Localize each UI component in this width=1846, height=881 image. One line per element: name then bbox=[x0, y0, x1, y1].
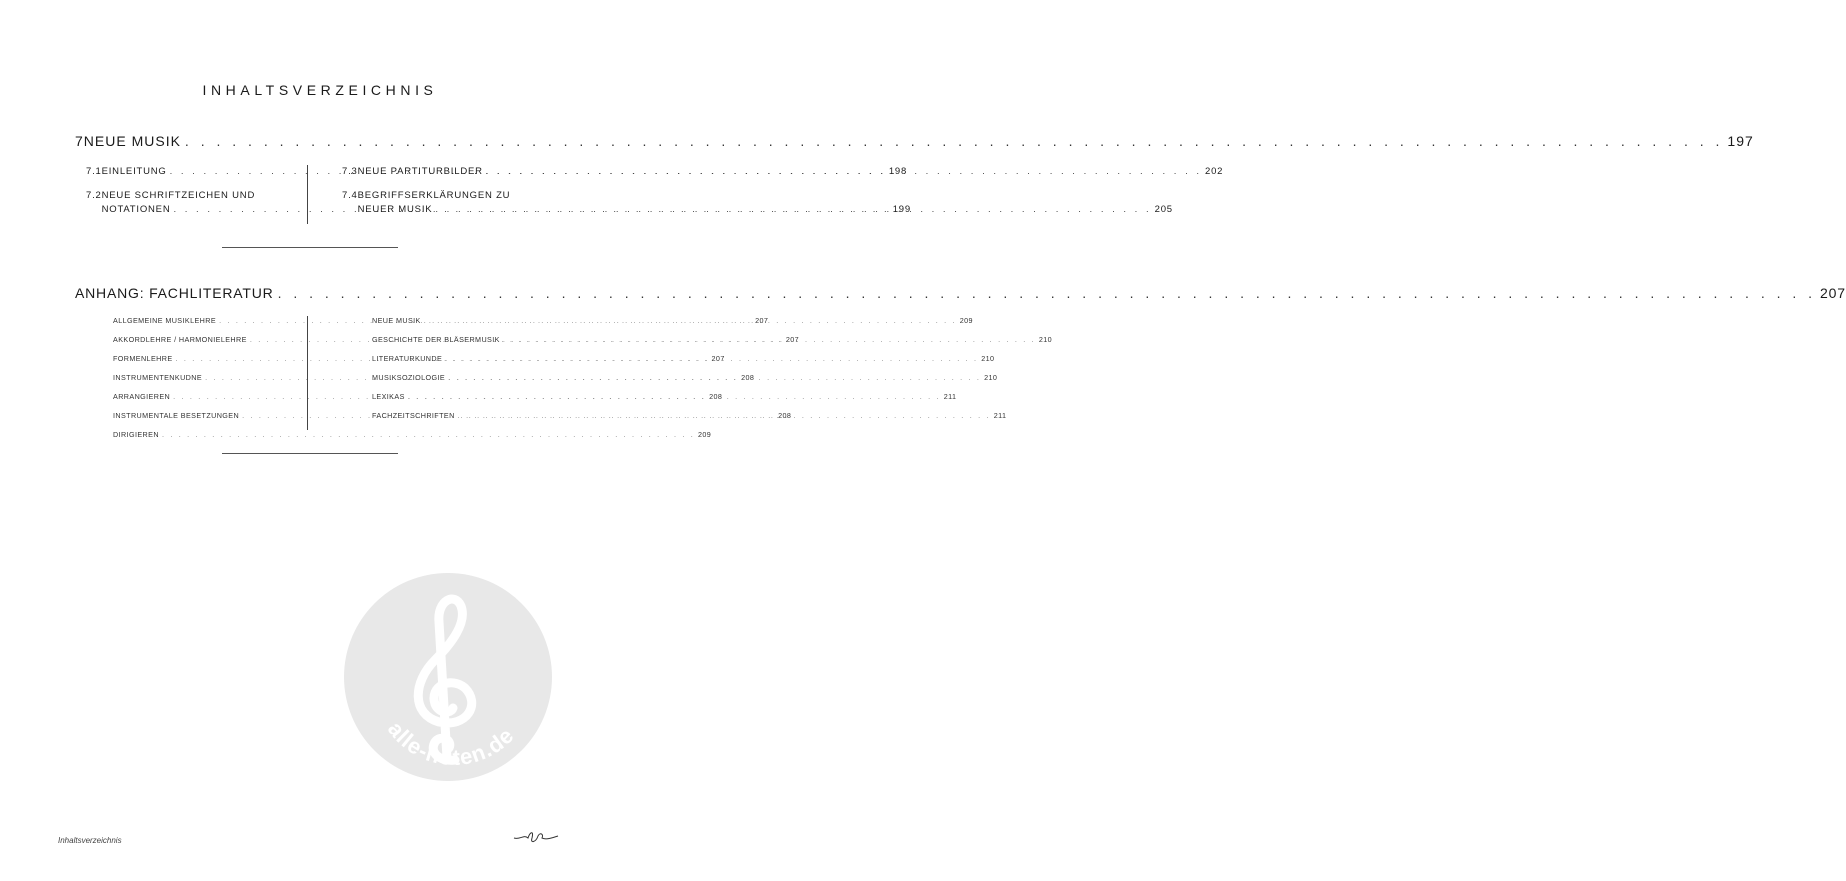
literature-label: MUSIKSOZIOLOGIE bbox=[372, 373, 446, 382]
entry-page: 198 bbox=[888, 166, 908, 177]
entry-number: 7.3 bbox=[342, 166, 358, 177]
literature-label: NEUE MUSIK bbox=[372, 316, 421, 325]
literature-entry bbox=[113, 430, 712, 440]
entry-label: NEUE SCHRIFTZEICHEN UND bbox=[101, 190, 256, 201]
entry-label: NEUE PARTITURBILDER bbox=[357, 166, 483, 177]
literature-label: ALLGEMEINE MUSIKLEHRE bbox=[113, 316, 217, 325]
literature-page: 207 bbox=[755, 316, 769, 325]
literature-label: FORMENLEHRE bbox=[113, 354, 173, 363]
dot-leader bbox=[408, 392, 941, 402]
literature-page: 211 bbox=[993, 411, 1007, 420]
literature-label: AKKORDLEHRE / HARMONIELEHRE bbox=[113, 335, 247, 344]
entry-number: 7.4 bbox=[342, 190, 358, 201]
literature-page: 209 bbox=[959, 316, 973, 325]
entry-label: EINLEITUNG bbox=[101, 166, 167, 177]
signature-stroke bbox=[514, 833, 558, 842]
entry-page: 205 bbox=[1154, 204, 1173, 215]
entry-label: BEGRIFFSERKLÄRUNGEN ZU bbox=[357, 190, 511, 201]
literature-label: LITERATURKUNDE bbox=[372, 354, 443, 363]
appendix-heading bbox=[75, 285, 1846, 301]
literature-label: FACHZEITSCHRIFTEN bbox=[372, 411, 455, 420]
literature-label: INSTRUMENTENKUDNE bbox=[113, 373, 203, 382]
literature-page: 208 bbox=[778, 411, 792, 420]
section-rule bbox=[222, 453, 398, 454]
dot-leader bbox=[486, 165, 1202, 179]
literature-page: 207 bbox=[785, 335, 800, 344]
watermark-text: alle-noten.de bbox=[382, 716, 519, 771]
literature-page: 208 bbox=[709, 392, 723, 401]
dot-leader bbox=[445, 354, 978, 364]
entry-number: 7.1 bbox=[86, 166, 102, 177]
dot-leader bbox=[424, 316, 957, 326]
literature-page: 207 bbox=[711, 354, 725, 363]
dot-leader bbox=[458, 411, 991, 421]
literature-label: ARRANGIEREN bbox=[113, 392, 171, 401]
appendix-title: ANHANG: FACHLITERATUR bbox=[75, 285, 274, 301]
appendix-page: 207 bbox=[1820, 285, 1846, 301]
entry-label-cont: NOTATIONEN bbox=[101, 204, 171, 215]
literature-label: INSTRUMENTALE BESETZUNGEN bbox=[113, 411, 240, 420]
dot-leader bbox=[503, 335, 1036, 345]
dot-leader bbox=[448, 373, 981, 383]
chapter-page: 197 bbox=[1727, 133, 1754, 149]
literature-page: 210 bbox=[984, 373, 998, 382]
signature-mark bbox=[512, 826, 560, 846]
literature-label: GESCHICHTE DER BLÄSERMUSIK bbox=[372, 335, 500, 344]
dot-leader bbox=[278, 285, 1816, 301]
entry-page: 202 bbox=[1205, 166, 1224, 177]
dot-leader bbox=[162, 430, 695, 440]
literature-page: 211 bbox=[943, 392, 957, 401]
literature-label: LEXIKAS bbox=[372, 392, 405, 401]
dot-leader bbox=[185, 133, 1723, 149]
entry-label-cont: NEUER MUSIK bbox=[357, 204, 433, 215]
dot-leader bbox=[435, 203, 1151, 217]
watermark-seal bbox=[343, 572, 553, 782]
page-title: INHALTSVERZEICHNIS bbox=[202, 82, 438, 98]
section-rule bbox=[222, 247, 398, 248]
entry-page: 199 bbox=[892, 204, 911, 215]
literature-page: 209 bbox=[697, 430, 712, 439]
column-divider bbox=[307, 316, 308, 430]
literature-page: 210 bbox=[981, 354, 995, 363]
chapter-title: NEUE MUSIK bbox=[83, 133, 181, 149]
literature-page: 210 bbox=[1038, 335, 1053, 344]
chapter-number: 7 bbox=[75, 133, 84, 149]
footer-label: Inhaltsverzeichnis bbox=[58, 836, 122, 845]
literature-label: DIRIGIEREN bbox=[113, 430, 159, 439]
chapter-heading bbox=[75, 133, 1754, 149]
entry-number: 7.2 bbox=[86, 190, 102, 201]
literature-page: 208 bbox=[741, 373, 755, 382]
column-divider bbox=[307, 165, 308, 224]
